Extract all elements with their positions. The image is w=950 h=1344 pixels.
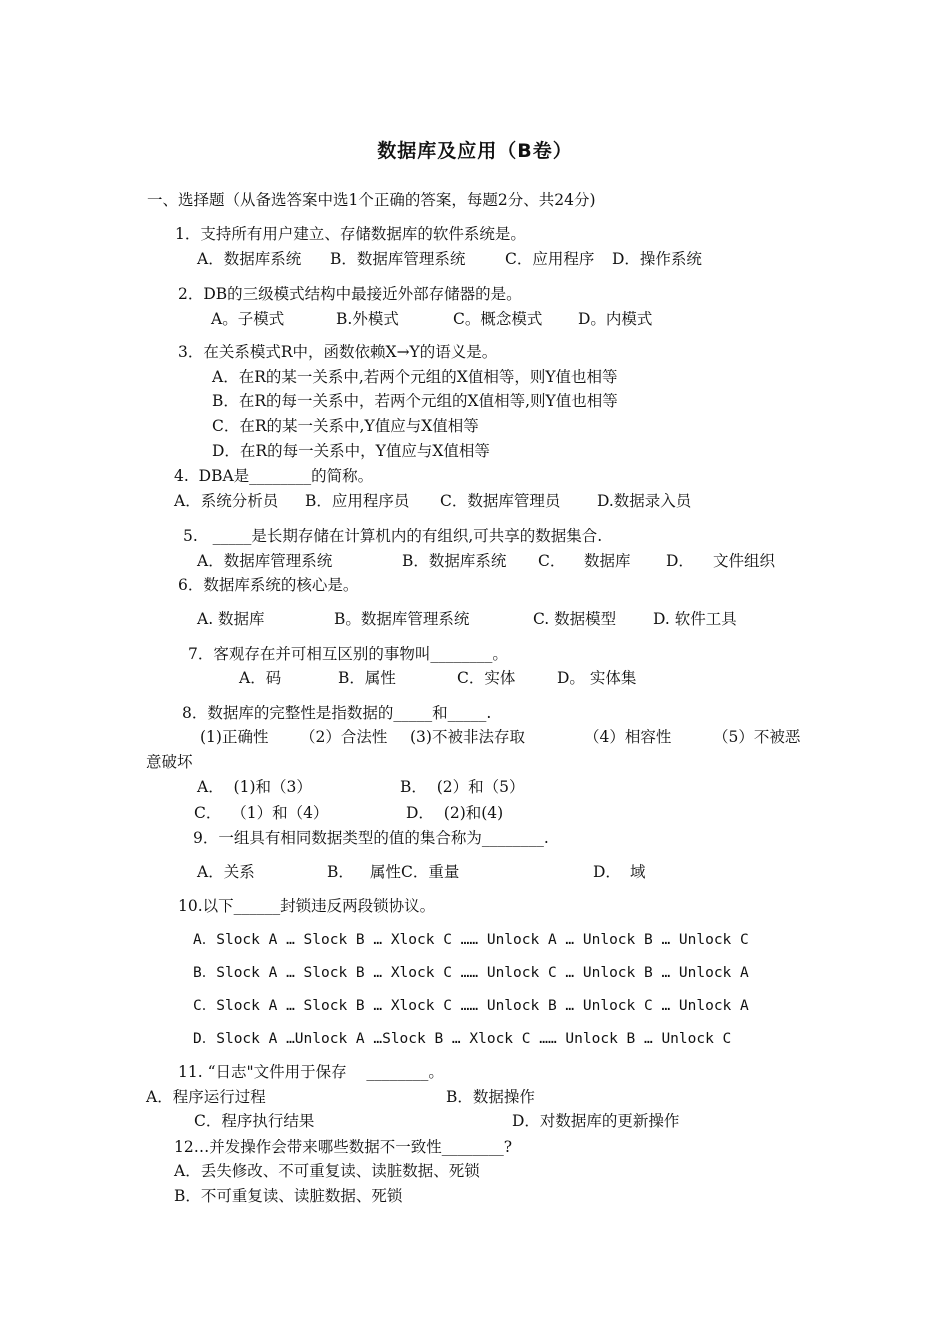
- q2-option-c: C。概念模式: [453, 310, 543, 328]
- q11-option-a: A．程序运行过程: [146, 1088, 266, 1106]
- q8-item-3: (3)不被非法存取: [410, 728, 525, 746]
- q10-option-d: D．Slock A …Unlock A …Slock B … Xlock C …… Unlock B … Unlock C: [193, 1031, 732, 1047]
- q7-option-a: A．码: [239, 669, 282, 687]
- q4-option-a: A．系统分析员: [174, 492, 279, 510]
- q6-option-c: C. 数据模型: [533, 610, 617, 628]
- q6-option-d: D. 软件工具: [653, 610, 737, 628]
- page-title: 数据库及应用（B卷）: [377, 140, 573, 162]
- question-3-stem: 3．在关系模式R中，函数依赖X→Y的语义是。: [178, 343, 498, 361]
- q12-option-b: B．不可重复读、读脏数据、死锁: [174, 1187, 403, 1205]
- q3-option-d: D．在R的每一关系中，Y值应与X值相等: [212, 442, 490, 460]
- q5-option-c-label: C．: [538, 552, 566, 570]
- q12-option-a: A．丢失修改、不可重复读、读脏数据、死锁: [174, 1162, 480, 1180]
- question-6-stem: 6．数据库系统的核心是。: [178, 576, 359, 594]
- q8-option-b: B． (2）和（5）: [400, 778, 525, 796]
- q11-option-c: C．程序执行结果: [194, 1112, 315, 1130]
- q10-option-a: A．Slock A … Slock B … Xlock C …… Unlock A … Unlock B … Unlock C: [193, 932, 749, 948]
- q8-item-5-continued: 意破坏: [146, 753, 193, 771]
- q1-option-a: A．数据库系统: [197, 250, 302, 268]
- q9-option-a: A．关系: [197, 863, 255, 881]
- q6-option-a: A. 数据库: [197, 610, 265, 628]
- q11-option-b: B．数据操作: [446, 1088, 535, 1106]
- q1-option-d: D．操作系统: [612, 250, 702, 268]
- q8-item-5: （5）不被恶: [713, 728, 801, 746]
- question-4-stem: 4. DBA是________的简称。: [174, 467, 374, 485]
- q11-option-d: D．对数据库的更新操作: [512, 1112, 680, 1130]
- q1-option-b: B．数据库管理系统: [330, 250, 466, 268]
- q3-option-a: A．在R的某一关系中,若两个元组的X值相等，则Y值也相等: [212, 368, 618, 386]
- q7-option-b: B．属性: [338, 669, 396, 687]
- q9-option-d-text: 域: [630, 863, 646, 881]
- q8-option-c: C． （1）和（4）: [194, 804, 329, 822]
- question-9-stem: 9．一组具有相同数据类型的值的集合称为________.: [193, 829, 549, 847]
- q9-option-b-c: 属性C．重量: [370, 863, 460, 881]
- question-11-stem: 11. “日志"文件用于保存 ________。: [178, 1063, 444, 1081]
- q2-option-d: D。内模式: [578, 310, 653, 328]
- q8-option-d: D． (2)和(4): [406, 804, 504, 822]
- q5-option-a: A．数据库管理系统: [197, 552, 333, 570]
- q4-option-c: C．数据库管理员: [440, 492, 561, 510]
- section-heading: 一、选择题（从备选答案中选1个正确的答案，每题2分、共24分): [147, 191, 596, 209]
- q2-option-a: A。子模式: [211, 310, 285, 328]
- q3-option-c: C．在R的某一关系中,Y值应与X值相等: [212, 417, 479, 435]
- q9-option-b-label: B．: [327, 863, 354, 881]
- question-2-stem: 2．DB的三级模式结构中最接近外部存储器的是。: [178, 285, 522, 303]
- question-10-stem: 10.以下______封锁违反两段锁协议。: [178, 897, 436, 915]
- q1-option-c: C．应用程序: [505, 250, 595, 268]
- question-1-stem: 1．支持所有用户建立、存储数据库的软件系统是。: [175, 225, 526, 243]
- question-12-stem: 12…并发操作会带来哪些数据不一致性________?: [174, 1138, 513, 1156]
- question-5-stem: 5. _____是长期存储在计算机内的有组织,可共享的数据集合.: [183, 527, 603, 545]
- q10-option-b: B．Slock A … Slock B … Xlock C …… Unlock C … Unlock B … Unlock A: [193, 965, 749, 981]
- q4-option-b: B．应用程序员: [305, 492, 410, 510]
- q6-option-b: B。数据库管理系统: [334, 610, 470, 628]
- q5-option-c-text: 数据库: [584, 552, 631, 570]
- q10-option-c: C．Slock A … Slock B … Xlock C …… Unlock B … Unlock C … Unlock A: [193, 998, 749, 1014]
- q8-item-2: （2）合法性: [300, 728, 388, 746]
- question-8-stem: 8．数据库的完整性是指数据的_____和_____.: [182, 704, 492, 722]
- q7-option-d: D。 实体集: [557, 669, 637, 687]
- question-7-stem: 7．客观存在并可相互区别的事物叫________。: [188, 645, 508, 663]
- q9-option-d-label: D．: [593, 863, 621, 881]
- q2-option-b: B.外模式: [336, 310, 399, 328]
- q8-item-4: （4）相容性: [584, 728, 672, 746]
- q5-option-d-text: 文件组织: [713, 552, 776, 570]
- q7-option-c: C．实体: [457, 669, 516, 687]
- q5-option-d-label: D．: [666, 552, 694, 570]
- q8-item-1: (1)正确性: [200, 728, 269, 746]
- q4-option-d: D.数据录入员: [597, 492, 692, 510]
- q8-option-a: A． (1)和（3）: [197, 778, 312, 796]
- q3-option-b: B．在R的每一关系中，若两个元组的X值相等,则Y值也相等: [212, 392, 618, 410]
- q5-option-b: B．数据库系统: [402, 552, 507, 570]
